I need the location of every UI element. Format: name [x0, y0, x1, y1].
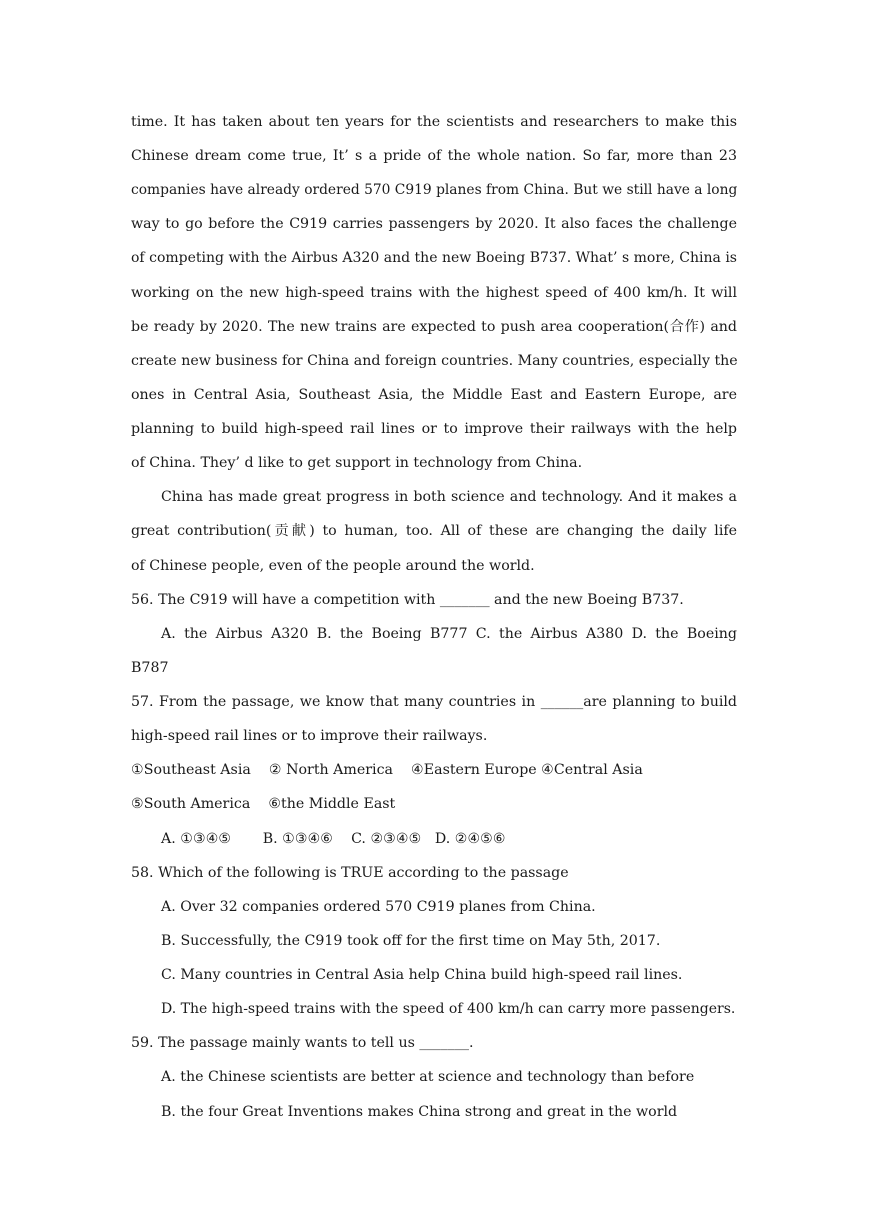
question-choices: ①Southeast Asia ② North America ④Eastern Europe ④Central Asia — [131, 762, 643, 778]
passage-line: create new business for China and foreign countries. Many countries, especially the — [131, 353, 738, 369]
passage-line: working on the new high-speed trains with the highest speed of 400 km/h. It will — [131, 285, 737, 301]
passage-line: ones in Central Asia, Southeast Asia, the Middle East and Eastern Europe, are — [131, 387, 737, 403]
question-option-d: D. The high-speed trains with the speed of 400 km/h can carry more passengers. — [161, 1001, 736, 1017]
question-options: A. the Airbus A320 B. the Boeing B777 C. the Airbus A380 D. the Boeing — [161, 626, 737, 642]
question-option-c: C. Many countries in Central Asia help China build high-speed rail lines. — [161, 967, 683, 983]
question-stem: 58. Which of the following is TRUE according to the passage — [131, 865, 569, 881]
question-stem: high-speed rail lines or to improve their railways. — [131, 728, 488, 744]
passage-line: planning to build high-speed rail lines or to improve their railways with the help — [131, 421, 737, 437]
passage-line: companies have already ordered 570 C919 planes from China. But we still have a long — [131, 182, 738, 198]
question-stem: 59. The passage mainly wants to tell us _______. — [131, 1035, 474, 1051]
passage-line: China has made great progress in both science and technology. And it makes a — [161, 489, 737, 505]
passage-line: great contribution(贡献) to human, too. All of these are changing the daily life — [131, 523, 737, 539]
passage-line: of China. They’ d like to get support in technology from China. — [131, 455, 583, 471]
question-option-a: A. Over 32 companies ordered 570 C919 planes from China. — [161, 899, 596, 915]
passage-line: time. It has taken about ten years for the scientists and researchers to make this — [131, 114, 737, 130]
question-stem: 57. From the passage, we know that many countries in ______are planning to build — [131, 694, 737, 710]
question-option-b: B. the four Great Inventions makes China strong and great in the world — [161, 1104, 678, 1120]
passage-line: be ready by 2020. The new trains are expected to push area cooperation(合作) and — [131, 319, 737, 335]
question-option-a: A. the Chinese scientists are better at science and technology than before — [161, 1069, 695, 1085]
question-options: B787 — [131, 660, 169, 676]
passage-line: Chinese dream come true, It’ s a pride of the whole nation. So far, more than 23 — [131, 148, 737, 164]
passage-line: of competing with the Airbus A320 and the new Boeing B737. What’ s more, China is — [131, 250, 737, 266]
question-choices: ⑤South America ⑥the Middle East — [131, 796, 396, 812]
passage-line: of Chinese people, even of the people around the world. — [131, 558, 535, 574]
passage-line: way to go before the C919 carries passengers by 2020. It also faces the challenge — [131, 216, 737, 232]
question-options: A. ①③④⑤ B. ①③④⑥ C. ②③④⑤ D. ②④⑤⑥ — [161, 831, 506, 847]
question-stem: 56. The C919 will have a competition with _______ and the new Boeing B737. — [131, 592, 684, 608]
question-option-b: B. Successfully, the C919 took off for the first time on May 5th, 2017. — [161, 933, 661, 949]
